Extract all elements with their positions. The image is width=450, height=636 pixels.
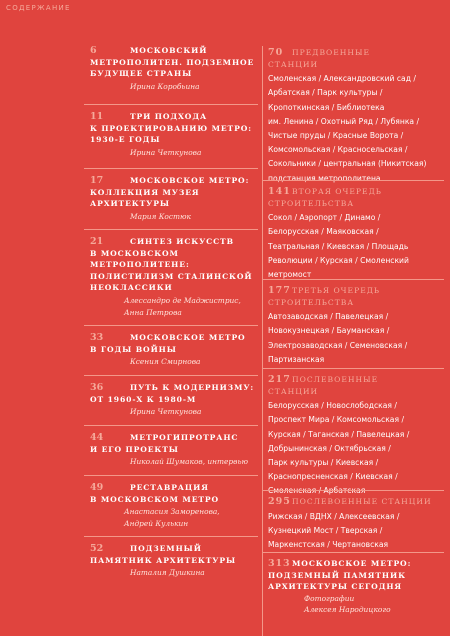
toc-page-number: 295 [268, 496, 291, 507]
toc-title-line: В МОСКОВСКОМ [90, 248, 179, 258]
section-divider [84, 425, 258, 426]
toc-title-line: НЕОКЛАССИКИ [90, 283, 173, 293]
toc-author: Мария Костюк [130, 211, 191, 221]
toc-title-line: КОЛЛЕКЦИЯ МУЗЕЯ [90, 187, 200, 197]
toc-page-number: 21 [90, 236, 104, 247]
toc-section-heading-line [268, 297, 450, 309]
toc-author: Андрей Кулькин [124, 519, 189, 529]
station-line: Новокузнецкая / Бауманская / [268, 326, 390, 336]
toc-section-heading-line [268, 59, 450, 71]
toc-section-heading-line [268, 186, 450, 198]
toc-title-line: 1930-Е ГОДЫ [90, 135, 161, 145]
station-line: Белорусская / Новослободская / [268, 401, 397, 411]
toc-page-number: 52 [90, 543, 104, 554]
station-line: Белорусская / Маяковская / [268, 227, 379, 237]
section-divider [84, 536, 258, 537]
toc-entry [90, 382, 262, 417]
toc-section-heading [268, 374, 450, 397]
toc-title-line: ПУТЬ К МОДЕРНИЗМУ: [130, 383, 255, 392]
station-line: Сокол / Аэропорт / Динамо / [268, 213, 381, 223]
station-line: Автозаводская / Павелецкая / [268, 312, 389, 322]
toc-title-line: ПОЛИСТИЛИЗМ СТАЛИНСКОЙ [90, 271, 253, 281]
station-line: Электрозаводская / Семеновская / [268, 340, 408, 350]
toc-title-line: МОСКОВСКОЕ МЕТРО [130, 333, 246, 342]
toc-title-text: МОСКОВСКОЕ МЕТРО: [292, 559, 412, 568]
toc-title-text: АРХИТЕКТУРЫ СЕГОДНЯ [268, 582, 403, 592]
toc-title-line: И ЕГО ПРОЕКТЫ [90, 444, 179, 454]
toc-page-number: 49 [90, 482, 104, 493]
station-line: Смоленская / Александровский сад / [268, 74, 416, 84]
section-divider [84, 325, 258, 326]
toc-section-heading [268, 47, 450, 70]
page-header: СОДЕРЖАНИЕ [6, 4, 71, 12]
section-divider [84, 375, 258, 376]
toc-author: Ксения Смирнова [130, 357, 201, 367]
toc-entry [90, 482, 262, 529]
toc-author: Алессандро де Маджистрис, [124, 295, 241, 305]
toc-page-number: 70 [268, 47, 284, 58]
toc-section [268, 285, 450, 367]
toc-title-line: В МОСКОВСКОМ МЕТРО [90, 494, 220, 504]
station-list [268, 211, 450, 282]
toc-entry [90, 175, 262, 222]
toc-title-line: АРХИТЕКТУРЫ [90, 199, 170, 209]
toc-entry [90, 432, 262, 467]
section-divider [84, 229, 258, 230]
toc-title-text: ПОДЗЕМНЫЙ ПАМЯТНИК [268, 570, 406, 580]
station-line: подстанция метрополитена [268, 173, 381, 183]
toc-author: Анастасия Заморенова, [124, 507, 220, 517]
toc-title-line: СИНТЕЗ ИСКУССТВ [130, 237, 234, 246]
toc-heading-text: СТРОИТЕЛЬСТВА [268, 198, 355, 208]
toc-title-line: В ГОДЫ ВОЙНЫ [90, 344, 177, 354]
station-line: Краснопресненская / Киевская / [268, 472, 398, 482]
station-line: Парк культуры / Киевская / [268, 458, 379, 467]
toc-section-heading [268, 285, 450, 308]
station-line: им. Ленина / Охотный Ряд / Лубянка / [268, 116, 420, 126]
toc-title-line: К ПРОЕКТИРОВАНИЮ МЕТРО: [90, 123, 252, 133]
toc-title-line: ПАМЯТНИК АРХИТЕКТУРЫ [90, 555, 236, 565]
toc-section-heading-line [268, 198, 450, 210]
toc-page-number: 44 [90, 432, 104, 443]
toc-page-number: 217 [268, 374, 291, 385]
station-line: метромост [268, 270, 312, 279]
toc-heading-text: ПОСЛЕВОЕННЫЕ [292, 375, 379, 384]
toc-title-line: БУДУЩЕЕ СТРАНЫ [90, 69, 193, 79]
toc-section-heading-line [268, 285, 450, 297]
station-list [268, 72, 450, 186]
section-divider [262, 279, 444, 280]
toc-author: Наталия Душкина [130, 568, 205, 578]
toc-entry [90, 45, 262, 92]
toc-title-line [268, 581, 450, 593]
toc-author: Николай Шумаков, интервью [130, 457, 248, 467]
toc-heading-text: СТАНЦИИ [268, 386, 319, 396]
toc-title-line: МЕТРОПОЛИТЕН. ПОДЗЕМНОЕ [90, 57, 255, 67]
toc-heading-text: ВТОРАЯ ОЧЕРЕДЬ [292, 187, 382, 196]
toc-title-line [268, 570, 450, 582]
toc-heading-text: ПРЕДВОЕННЫЕ [292, 48, 371, 57]
toc-title-line: ОТ 1960-Х К 1980-М [90, 394, 197, 404]
station-line: Добрынинская / Октябрьская / [268, 443, 391, 453]
toc-title-line: ТРИ ПОДХОДА [130, 112, 208, 121]
toc-page-number: 141 [268, 186, 291, 197]
toc-page-number: 33 [90, 332, 104, 343]
station-line: Проспект Мира / Комсомольская / [268, 415, 405, 425]
toc-author: Ирина Четкунова [130, 147, 202, 157]
station-line: Курская / Таганская / Павелецкая / [268, 429, 410, 439]
station-list [268, 510, 450, 553]
toc-author: Ирина Четкунова [130, 407, 202, 417]
station-line: Чистые пруды / Красные Ворота / [268, 131, 404, 140]
toc-title-line: МОСКОВСКИЙ [130, 46, 208, 55]
toc-entry [90, 111, 262, 158]
toc-section-heading-line [268, 386, 450, 398]
toc-section-heading-line [268, 496, 450, 508]
station-line: Революции / Курская / Смоленский [268, 255, 409, 265]
toc-author: Фотографии [304, 593, 355, 603]
section-divider [262, 368, 444, 369]
toc-page-number: 313 [268, 558, 291, 569]
station-line: Партизанская [268, 354, 325, 364]
toc-section [268, 47, 450, 186]
toc-section-heading-line [268, 47, 450, 59]
section-divider [84, 168, 258, 169]
toc-page-number: 36 [90, 382, 104, 393]
station-line: Театральная / Киевская / Площадь [268, 241, 409, 251]
station-list [268, 399, 450, 498]
section-divider [262, 490, 444, 491]
section-divider [262, 180, 444, 181]
toc-final-entry [268, 558, 450, 615]
toc-page-number: 177 [268, 285, 291, 296]
toc-title-line: МЕТРОГИПРОТРАНС [130, 433, 239, 442]
station-line: Сокольники / центральная (Никитская) [268, 159, 427, 169]
toc-heading-text: ПОСЛЕВОЕННЫЕ СТАНЦИИ [292, 497, 432, 506]
section-divider [262, 552, 444, 553]
section-divider [84, 475, 258, 476]
toc-entry [90, 332, 262, 367]
station-line: Кропоткинская / Библиотека [268, 102, 385, 112]
toc-title-line: РЕСТАВРАЦИЯ [130, 483, 209, 492]
toc-title-line: МОСКОВСКОЕ МЕТРО: [130, 176, 250, 185]
toc-entry [90, 236, 262, 318]
toc-entry [90, 543, 262, 578]
station-line: Кузнецкий Мост / Тверская / [268, 525, 383, 535]
toc-section [268, 186, 450, 282]
toc-section [268, 374, 450, 499]
toc-title-line [268, 558, 450, 570]
toc-section-heading [268, 186, 450, 209]
toc-section [268, 496, 450, 552]
toc-title-line: ПОДЗЕМНЫЙ [130, 544, 202, 553]
column-divider [262, 46, 263, 636]
toc-section-heading [268, 496, 450, 508]
toc-page-number: 17 [90, 175, 104, 186]
toc-author: Анна Петрова [124, 307, 182, 317]
toc-heading-text: СТАНЦИИ [268, 59, 319, 69]
station-line: Арбатская / Парк культуры / [268, 88, 383, 98]
station-line: Смоленская / Арбатская [268, 486, 366, 496]
section-divider [84, 104, 258, 105]
toc-section-heading-line [268, 374, 450, 386]
toc-page-number: 6 [90, 45, 97, 56]
toc-author: Ирина Коробьина [130, 81, 200, 91]
toc-author: Алексея Народицкого [304, 604, 391, 614]
station-list [268, 310, 450, 367]
toc-page-number: 11 [90, 111, 104, 122]
station-line: Маркенстская / Чертановская [268, 540, 389, 549]
station-line: Комсомольская / Красносельская / [268, 145, 408, 155]
station-line: Рижская / ВДНХ / Алексеевская / [268, 511, 400, 521]
toc-heading-text: СТРОИТЕЛЬСТВА [268, 297, 355, 307]
toc-heading-text: ТРЕТЬЯ ОЧЕРЕДЬ [292, 286, 381, 295]
toc-title-line: МЕТРОПОЛИТЕНЕ: [90, 260, 190, 270]
